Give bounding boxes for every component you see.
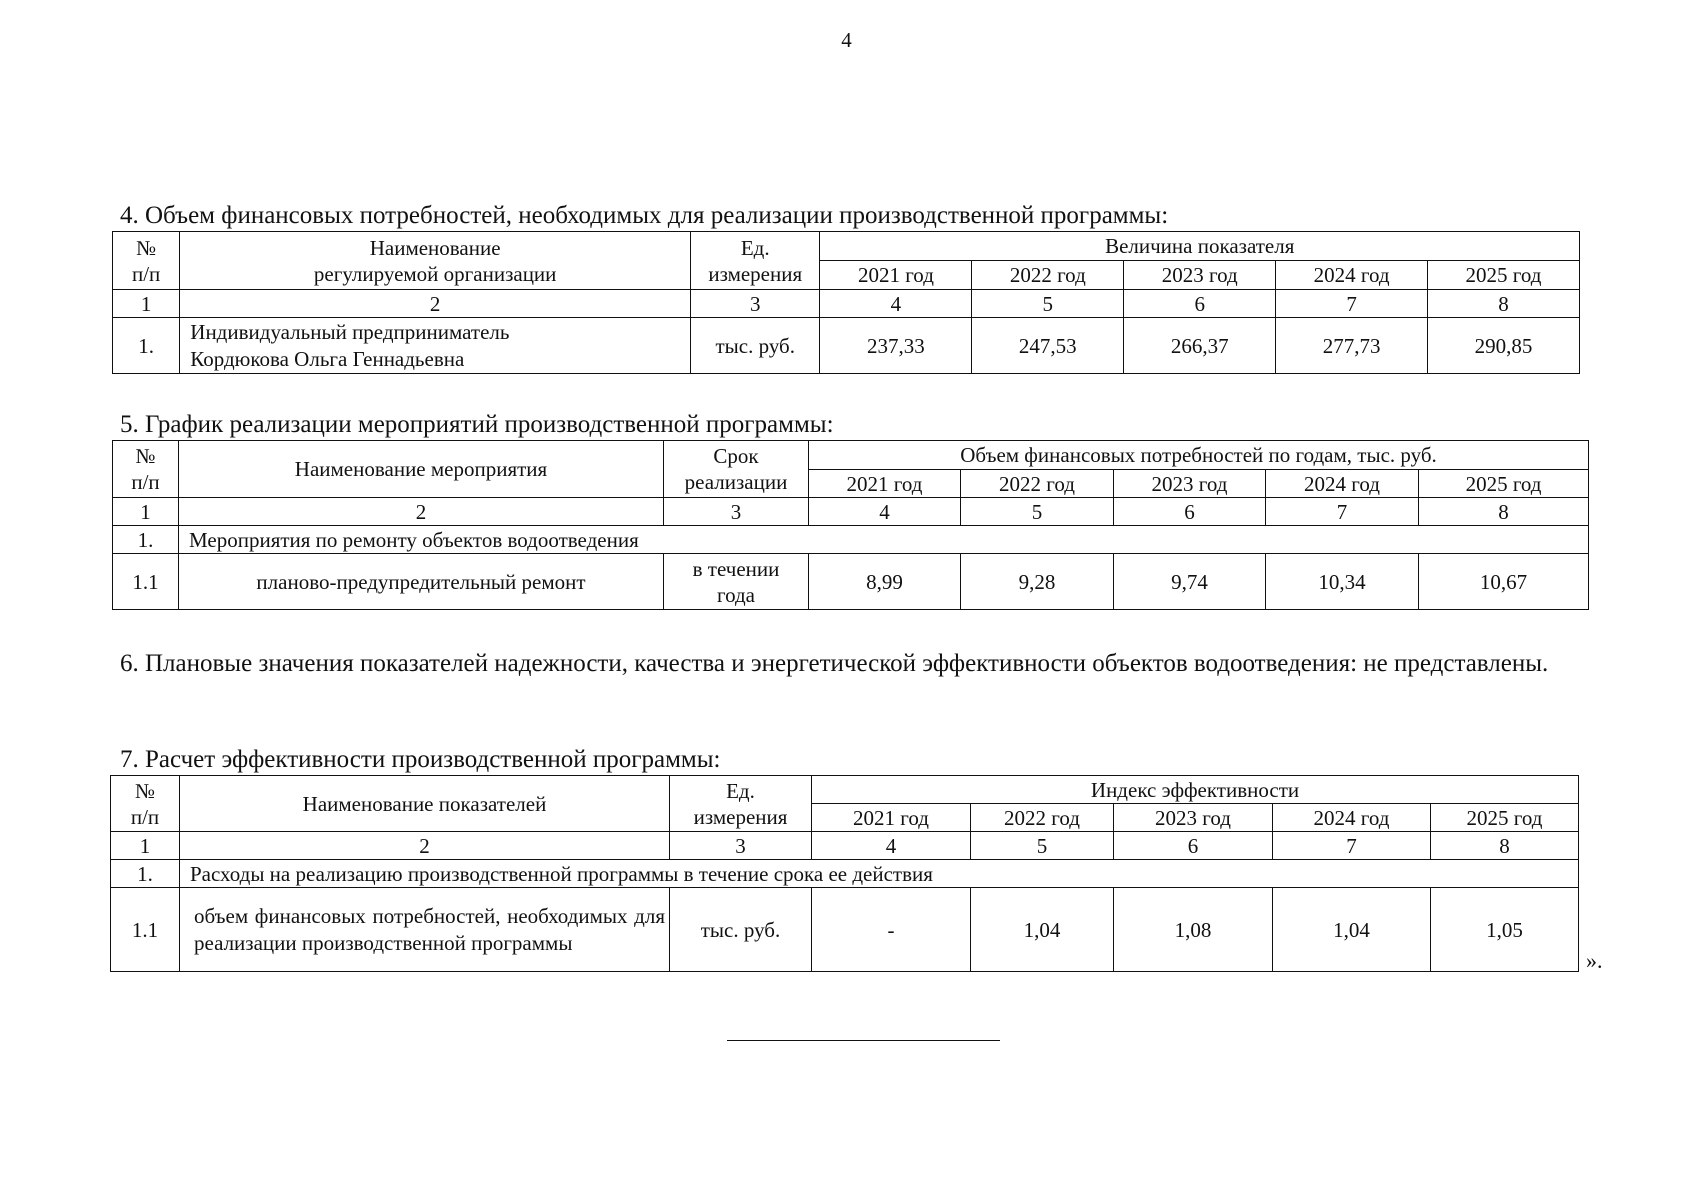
col-number: 4	[812, 832, 971, 860]
end-divider	[727, 1040, 1000, 1041]
col-number: 2	[180, 832, 670, 860]
header-indicator-value: Величина показателя	[820, 232, 1580, 261]
col-number: 5	[971, 832, 1114, 860]
header-year: 2025 год	[1419, 470, 1589, 498]
value-cell: -	[812, 888, 971, 972]
col-number: 5	[961, 498, 1114, 526]
col-number: 2	[179, 498, 664, 526]
term: в течении года	[664, 554, 809, 610]
col-number: 3	[691, 290, 820, 318]
schedule-table	[112, 440, 1589, 610]
efficiency-table	[110, 775, 1579, 972]
value-cell: 10,67	[1419, 554, 1589, 610]
header-num: № п/п	[113, 232, 180, 290]
col-number: 7	[1276, 290, 1428, 318]
org-name: Индивидуальный предприниматель Кордюкова Ольга Геннадьевна	[180, 318, 691, 374]
header-year: 2021 год	[812, 804, 971, 832]
header-efficiency-index: Индекс эффективности	[812, 776, 1579, 804]
value-cell: 1,08	[1114, 888, 1273, 972]
column-number-row	[113, 290, 1580, 318]
col-number: 5	[972, 290, 1124, 318]
col-number: 4	[809, 498, 961, 526]
group-row	[111, 860, 1579, 888]
header-year: 2024 год	[1276, 261, 1428, 290]
header-year: 2025 год	[1428, 261, 1580, 290]
header-year: 2022 год	[972, 261, 1124, 290]
group-row	[113, 526, 1589, 554]
page-number: 4	[841, 28, 852, 52]
header-num: № п/п	[111, 776, 180, 832]
col-number: 1	[113, 498, 179, 526]
table-row	[113, 554, 1589, 610]
financial-needs-table	[112, 231, 1580, 374]
value-cell: 237,33	[820, 318, 972, 374]
col-number: 1	[111, 832, 180, 860]
col-number: 8	[1419, 498, 1589, 526]
col-number: 8	[1428, 290, 1580, 318]
header-indicator-name: Наименование показателей	[180, 776, 670, 832]
header-activity-name: Наименование мероприятия	[179, 441, 664, 498]
col-number: 3	[664, 498, 809, 526]
section-6-text: 6. Плановые значения показателей надежности, качества и энергетической эффективности объектов водоотведения: не представлены.	[120, 650, 1549, 677]
row-num: 1.1	[111, 888, 180, 972]
value-cell: 1,05	[1431, 888, 1579, 972]
col-number: 2	[180, 290, 691, 318]
value-cell: 1,04	[1273, 888, 1431, 972]
header-year: 2024 год	[1266, 470, 1419, 498]
header-year: 2025 год	[1431, 804, 1579, 832]
group-num: 1.	[113, 526, 179, 554]
table-row	[113, 318, 1580, 374]
group-label: Мероприятия по ремонту объектов водоотведения	[179, 526, 1589, 554]
col-number: 6	[1114, 498, 1266, 526]
section-4-title: 4. Объем финансовых потребностей, необходимых для реализации производственной программы:	[120, 202, 1169, 229]
row-num: 1.1	[113, 554, 179, 610]
col-number: 7	[1266, 498, 1419, 526]
header-term: Срок реализации	[664, 441, 809, 498]
value-cell: 1,04	[971, 888, 1114, 972]
header-year: 2021 год	[809, 470, 961, 498]
section-7-title: 7. Расчет эффективности производственной программы:	[120, 746, 721, 773]
indicator-name: объем финансовых потребностей, необходимых для реализации производственной программы	[180, 888, 670, 972]
value-cell: 247,53	[972, 318, 1124, 374]
group-label: Расходы на реализацию производственной программы в течение срока ее действия	[180, 860, 1579, 888]
group-num: 1.	[111, 860, 180, 888]
header-year: 2023 год	[1114, 470, 1266, 498]
col-number: 8	[1431, 832, 1579, 860]
header-unit: Ед. измерения	[670, 776, 812, 832]
column-number-row	[113, 498, 1589, 526]
value-cell: 10,34	[1266, 554, 1419, 610]
header-org-name: Наименование регулируемой организации	[180, 232, 691, 290]
header-year: 2021 год	[820, 261, 972, 290]
header-year: 2023 год	[1124, 261, 1276, 290]
col-number: 1	[113, 290, 180, 318]
header-year: 2022 год	[971, 804, 1114, 832]
col-number: 7	[1273, 832, 1431, 860]
value-cell: 266,37	[1124, 318, 1276, 374]
header-financial-volume: Объем финансовых потребностей по годам, тыс. руб.	[809, 441, 1589, 470]
value-cell: 9,28	[961, 554, 1114, 610]
col-number: 3	[670, 832, 812, 860]
header-year: 2024 год	[1273, 804, 1431, 832]
col-number: 4	[820, 290, 972, 318]
unit: тыс. руб.	[691, 318, 820, 374]
row-num: 1.	[113, 318, 180, 374]
unit: тыс. руб.	[670, 888, 812, 972]
col-number: 6	[1114, 832, 1273, 860]
header-year: 2023 год	[1114, 804, 1273, 832]
column-number-row	[111, 832, 1579, 860]
activity-name: планово-предупредительный ремонт	[179, 554, 664, 610]
value-cell: 290,85	[1428, 318, 1580, 374]
value-cell: 277,73	[1276, 318, 1428, 374]
value-cell: 8,99	[809, 554, 961, 610]
col-number: 6	[1124, 290, 1276, 318]
closing-quote: ».	[1586, 948, 1603, 973]
header-num: № п/п	[113, 441, 179, 498]
section-5-title: 5. График реализации мероприятий производственной программы:	[120, 411, 834, 438]
value-cell: 9,74	[1114, 554, 1266, 610]
table-row	[111, 888, 1579, 972]
header-unit: Ед. измерения	[691, 232, 820, 290]
header-year: 2022 год	[961, 470, 1114, 498]
